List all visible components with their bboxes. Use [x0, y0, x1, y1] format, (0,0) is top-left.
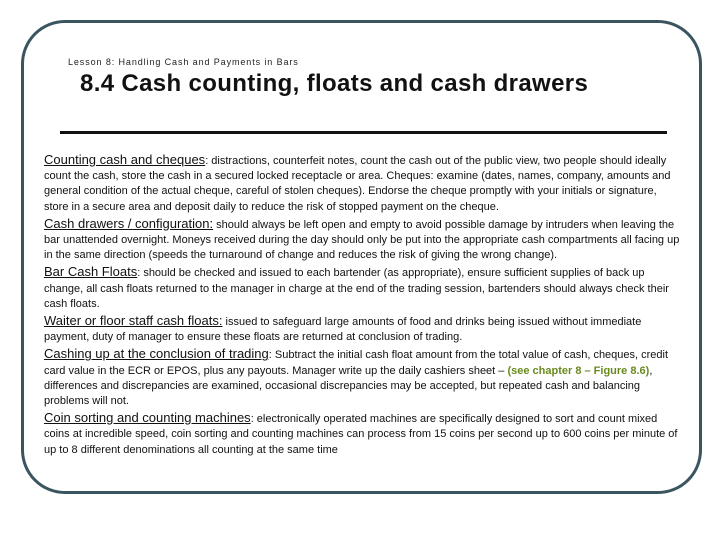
lesson-label: Lesson 8: Handling Cash and Payments in Bars — [68, 57, 299, 67]
section-text: : electronically operated machines are specifically designed to sort and count mixed coins at incredible speed, coin sorting and counting machines can process from 15 coins per second up to 600 coins per minute of up to 8 different denominations all counting at the same time — [44, 413, 678, 456]
section-text: : Subtract the initial cash float amount from the total value of cash, cheques, credit card value in the ECR or EPOS, plus any payouts. Manager write up the daily cashiers sheet – — [44, 349, 669, 377]
section-heading: Waiter or floor staff cash floats: — [44, 313, 223, 329]
section-heading: Counting cash and cheques — [44, 152, 206, 167]
section-cashing-up — [44, 346, 680, 409]
slide-title: 8.4 Cash counting, floats and cash drawers — [80, 70, 589, 97]
section-bar-cash-floats — [44, 264, 680, 312]
section-coin-sorting — [44, 410, 680, 458]
section-heading: Bar Cash Floats — [44, 264, 138, 280]
section-counting-cash — [44, 152, 680, 215]
section-text: : distractions, counterfeit notes, count the cash out of the public view, two people should ideally count the cash, store the cash in a secured locked receptacle or area. Cheques: examine (dates, names, company, amounts and general condition of the actual cheque, careful of stolen cheques). Endorse the cheque promptly with your initials or signature, store in a secure area and deposit daily to reduce the risk of stopped payment on the cheque. — [44, 155, 671, 213]
slide-body — [44, 152, 680, 459]
section-heading: Coin sorting and counting machines — [44, 410, 251, 426]
section-text-after: , differences and discrepancies are examined, occasional discrepancies may be accepted, but repeated cash and balancing problems will not. — [44, 364, 653, 408]
section-heading: Cash drawers / configuration: — [44, 215, 214, 231]
section-cash-drawers — [44, 216, 680, 264]
section-text: : should be checked and issued to each bartender (as appropriate), ensure sufficient supplies of back up change, all cash floats returned to the manager in charge at the end of the trading session, bartenders should always check their cash floats. — [44, 267, 669, 310]
section-text: should always be left open and empty to avoid possible damage by intruders when leaving the bar unattended overnight. Moneys received during the day should only be put into the appropriate cash compartments all facing up in the same direction (speeds the turnaround of change and reduces the risk of giving the wrong change). — [44, 218, 680, 262]
section-text: issued to safeguard large amounts of food and drinks being issued without immediate payment, duty of manager to ensure these floats are returned at conclusion of trading. — [44, 316, 642, 344]
title-divider — [60, 131, 667, 134]
figure-reference: (see chapter 8 – Figure 8.6) — [507, 364, 650, 377]
section-heading: Cashing up at the conclusion of trading — [44, 346, 269, 362]
section-waiter-floats — [44, 313, 680, 345]
